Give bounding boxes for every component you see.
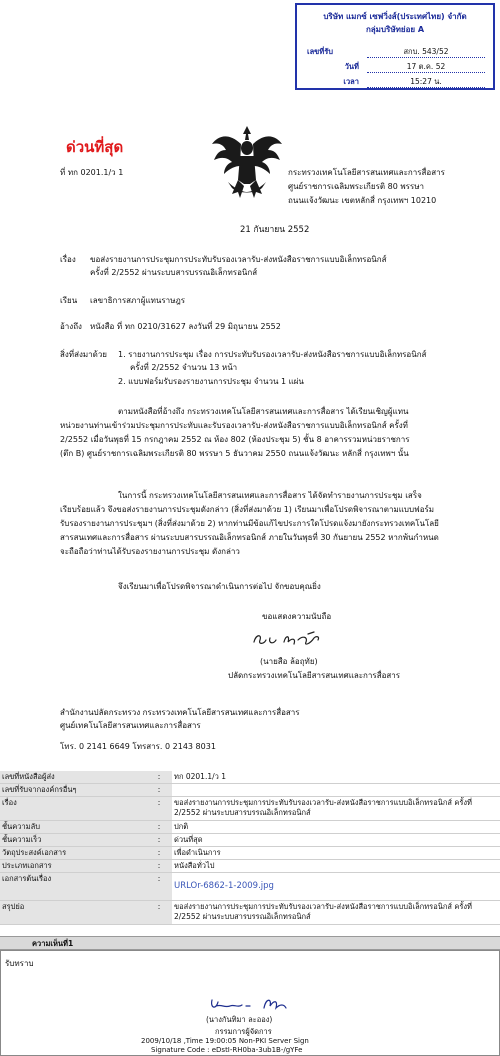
comment-text: รับทราบ (5, 959, 34, 968)
stamp-company: บริษัท แมกซ์ เซฟวิ่งส์(ประเทศไทย) จำกัด (323, 12, 467, 21)
record-value-confidentiality: ปกติ (172, 821, 500, 834)
record-value-sender-no: ทก 0201.1/ว 1 (172, 771, 500, 784)
stamp-label-receive-no: เลขที่รับ (307, 47, 334, 56)
record-value-summary: ขอส่งรายงานการประชุมการประทับรับรองเวลารับ-ส่งหนังสือราชการแบบอิเล็กทรอนิกส์ ครั้งที่ 2/2552 ผ่านระบบสารบรรณอิเล็กทรอนิกส์ (172, 901, 500, 925)
record-label-doc-type: ประเภทเอกสาร (0, 860, 146, 873)
enclosure-1: 1. รายงานการประชุม เรื่อง การประทับรับรองเวลารับ-ส่งหนังสือราชการแบบอิเล็กทรอนิกส์ (118, 350, 427, 359)
letter-date: 21 กันยายน 2552 (240, 225, 310, 235)
urgency-mark: ด่วนที่สุด (66, 138, 124, 156)
para1-line-3: 2/2552 เมื่อวันพุธที่ 15 กรกฎาคม 2552 ณ ห้อง 802 (ห้องประชุม 5) ชั้น 8 อาคารรวมหน่วยราชการ (60, 435, 410, 444)
stamp-value-time: 15:27 น. (367, 76, 485, 88)
record-label-confidentiality: ชั้นความลับ (0, 821, 146, 834)
para1-line-2: หน่วยงานท่านเข้าร่วมประชุมการประทับและรับรองเวลารับ-ส่งหนังสือราชการแบบอิเล็กทรอนิกส์ ครั้งที่ (60, 421, 408, 430)
enclosure-2: 2. แบบฟอร์มรับรองรายงานการประชุม จำนวน 1 แผ่น (118, 377, 304, 386)
subject-label: เรื่อง (60, 255, 76, 264)
stamp-label-time: เวลา (343, 77, 359, 86)
handwritten-signature-icon (206, 994, 294, 1014)
record-value-doc-type: หนังสือทั่วไป (172, 860, 500, 873)
table-row: เอกสารต้นเรื่อง : URLOr-6862-1-2009.jpg (0, 873, 500, 901)
record-value-urgency: ด่วนที่สุด (172, 834, 500, 847)
para2-line-3: รับรองรายงานการประชุมฯ (สิ่งที่ส่งมาด้วย 2) หากท่านมีข้อแก้ไขประการใดโปรดแจ้งมายังกระทรวงเทคโนโลยี (60, 519, 439, 528)
record-label-sender-no: เลขที่หนังสือผู้ส่ง (0, 771, 146, 784)
record-label-source-doc: เอกสารต้นเรื่อง (0, 873, 146, 901)
garuda-emblem-icon (210, 122, 284, 200)
signer-title: ปลัดกระทรวงเทคโนโลยีสารสนเทศและการสื่อสาร (228, 671, 401, 680)
sign-timestamp: 2009/10/18 ,Time 19:00:05 Non-PKI Server Sign (141, 1037, 309, 1045)
para1-line-1: ตามหนังสือที่อ้างถึง กระทรวงเทคโนโลยีสารสนเทศและการสื่อสาร ได้เรียนเชิญผู้แทน (118, 407, 409, 416)
para1-line-4: (ตึก B) ศูนย์ราชการเฉลิมพระเกียรติ 80 พรรษา 5 ธันวาคม 2550 ถนนแจ้งวัฒนะ หลักสี่ กรุงเทพฯ นั้น (60, 449, 409, 458)
subject-line-1: ขอส่งรายงานการประชุมการประทับรับรองเวลารับ-ส่งหนังสือราชการแบบอิเล็กทรอนิกส์ (90, 255, 387, 264)
comment-box (0, 950, 500, 1056)
stamp-value-date: 17 ต.ค. 52 (367, 61, 485, 73)
commenter-title: กรรมการผู้จัดการ (215, 1027, 272, 1036)
letter-ref-no: ที่ ทก 0201.1/ว 1 (60, 168, 124, 177)
enclosure-label: สิ่งที่ส่งมาด้วย (60, 350, 107, 359)
closing-request: จึงเรียนมาเพื่อโปรดพิจารณาดำเนินการต่อไป จักขอบคุณยิ่ง (118, 582, 321, 591)
to-recipient: เลขาธิการสภาผู้แทนราษฎร (90, 296, 186, 305)
table-row: วัตถุประสงค์เอกสาร : เพื่อดำเนินการ (0, 847, 500, 860)
para2-line-4: สารสนเทศและการสื่อสาร ผ่านระบบสารบรรณอิเล็กทรอนิกส์ ภายในวันพุธที่ 30 กันยายน 2552 หากพ้นกำหนด (60, 533, 439, 542)
table-row: ประเภทเอกสาร : หนังสือทั่วไป (0, 860, 500, 873)
comment-header (0, 936, 500, 950)
regards: ขอแสดงความนับถือ (262, 612, 332, 621)
stamp-label-date: วันที่ (344, 62, 359, 71)
source-document-link[interactable]: URLOr-6862-1-2009.jpg (174, 881, 274, 891)
table-row: เรื่อง : ขอส่งรายงานการประชุมการประทับรับรองเวลารับ-ส่งหนังสือราชการแบบอิเล็กทรอนิกส์ ครั้งที่ 2/2552 ผ่านระบบสารบรรณอิเล็กทรอนิกส์ (0, 797, 500, 821)
enclosure-1-cont: ครั้งที่ 2/2552 จำนวน 13 หน้า (130, 363, 238, 372)
record-label-summary: สรุปย่อ (0, 901, 146, 925)
receipt-stamp (295, 3, 495, 90)
stamp-value-receive-no: สกบ. 543/52 (367, 46, 485, 58)
comment-header-title: ความเห็นที่1 (32, 939, 74, 948)
record-value-purpose: เพื่อดำเนินการ (172, 847, 500, 860)
table-row: สรุปย่อ : ขอส่งรายงานการประชุมการประทับรับรองเวลารับ-ส่งหนังสือราชการแบบอิเล็กทรอนิกส์ ครั้งที่ 2/2552 ผ่านระบบสารบรรณอิเล็กทรอนิกส์ (0, 901, 500, 925)
record-label-urgency: ชั้นความเร็ว (0, 834, 146, 847)
signature-code: Signature Code : eDstI-RH0ba-3ub1B-/gYFe (151, 1046, 303, 1054)
commenter-name: (นางกันทิมา ละออง) (206, 1015, 273, 1024)
sender-line-2: ศูนย์ราชการเฉลิมพระเกียรติ 80 พรรษา (288, 182, 424, 191)
stamp-group: กลุ่มบริษัทย่อย A (365, 25, 425, 34)
footer-line-3: โทร. 0 2141 6649 โทรสาร. 0 2143 8031 (60, 742, 216, 751)
reference-text: หนังสือ ที่ ทก 0210/31627 ลงวันที่ 29 มิถุนายน 2552 (90, 322, 281, 331)
record-label-subject: เรื่อง (0, 797, 146, 821)
footer-line-1: สำนักงานปลัดกระทรวง กระทรวงเทคโนโลยีสารสนเทศและการสื่อสาร (60, 708, 300, 717)
to-label: เรียน (60, 296, 78, 305)
table-row: เลขที่หนังสือผู้ส่ง : ทก 0201.1/ว 1 (0, 771, 500, 784)
record-value-subject: ขอส่งรายงานการประชุมการประทับรับรองเวลารับ-ส่งหนังสือราชการแบบอิเล็กทรอนิกส์ ครั้งที่ 2/2552 ผ่านระบบสารบรรณอิเล็กทรอนิกส์ (172, 797, 500, 821)
record-value-other-receipt-no (172, 784, 500, 797)
subject-line-2: ครั้งที่ 2/2552 ผ่านระบบสารบรรณอิเล็กทรอนิกส์ (90, 268, 258, 277)
record-label-other-receipt-no: เลขที่รับจากองค์กรอื่นๆ (0, 784, 146, 797)
sender-line-3: ถนนแจ้งวัฒนะ เขตหลักสี่ กรุงเทพฯ 10210 (288, 196, 437, 205)
table-row: ชั้นความเร็ว : ด่วนที่สุด (0, 834, 500, 847)
reference-label: อ้างถึง (60, 322, 82, 331)
para2-line-1: ในการนี้ กระทรวงเทคโนโลยีสารสนเทศและการสื่อสาร ได้จัดทำรายงานการประชุม เสร็จ (118, 491, 422, 500)
document-record-table (0, 771, 500, 925)
table-row: เลขที่รับจากองค์กรอื่นๆ : (0, 784, 500, 797)
signer-name: (นายสือ ล้อถุทัย) (260, 657, 318, 666)
handwritten-signature-icon (250, 628, 330, 650)
footer-line-2: ศูนย์เทคโนโลยีสารสนเทศและการสื่อสาร (60, 721, 201, 730)
sender-line-1: กระทรวงเทคโนโลยีสารสนเทศและการสื่อสาร (288, 168, 445, 177)
para2-line-5: จะถือถือว่าท่านได้รับรองรายงานการประชุม ดังกล่าว (60, 547, 240, 556)
record-label-purpose: วัตถุประสงค์เอกสาร (0, 847, 146, 860)
para2-line-2: เรียบร้อยแล้ว จึงขอส่งรายงานการประชุมดังกล่าว (สิ่งที่ส่งมาด้วย 1) เรียนมาเพื่อโปรดพิจารณาตามแบบฟอร์ม (60, 505, 435, 514)
table-row: ชั้นความลับ : ปกติ (0, 821, 500, 834)
